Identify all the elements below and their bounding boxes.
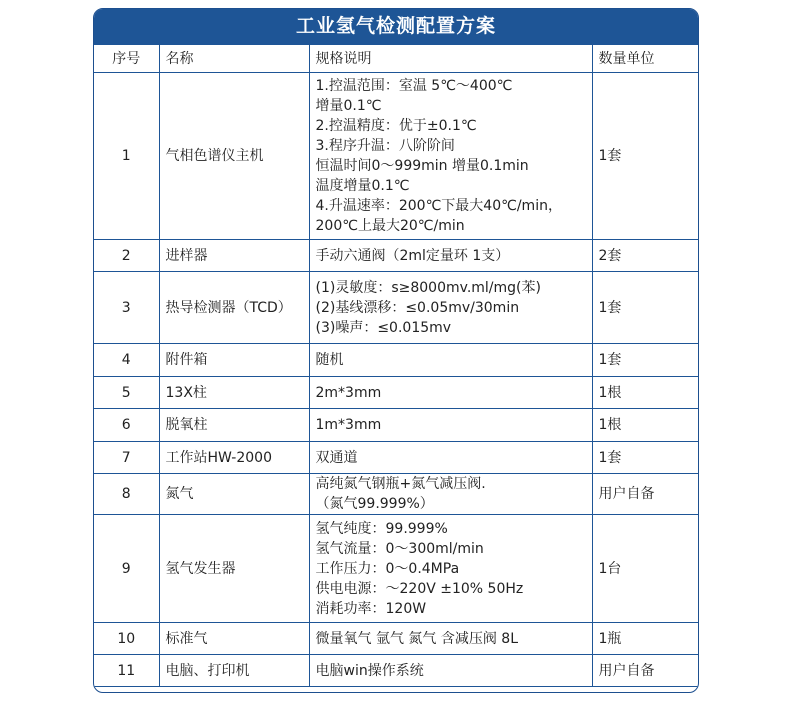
spec-line: 2.控温精度：优于±0.1℃ xyxy=(315,118,477,134)
table-row xyxy=(94,272,698,344)
table-body xyxy=(94,73,698,687)
header-name: 名称 xyxy=(159,45,309,73)
table-row xyxy=(94,623,698,655)
row-spec xyxy=(309,344,592,377)
row-qty: 用户自备 xyxy=(592,474,698,515)
spec-line: 高纯氮气钢瓶+氮气减压阀. xyxy=(315,476,486,492)
row-name: 脱氧柱 xyxy=(159,409,309,442)
table-row xyxy=(94,655,698,687)
table-row xyxy=(94,344,698,377)
table-row xyxy=(94,377,698,409)
spec-line: 温度增量0.1℃ xyxy=(315,178,410,194)
row-name: 氢气发生器 xyxy=(159,515,309,623)
header-qty: 数量单位 xyxy=(592,45,698,73)
spec-line: 氢气流量：0～300ml/min xyxy=(315,540,484,557)
table-row xyxy=(94,240,698,272)
header-index: 序号 xyxy=(94,45,159,73)
row-qty: 1瓶 xyxy=(592,623,698,655)
row-index: 9 xyxy=(94,515,159,623)
header-spec: 规格说明 xyxy=(309,45,592,73)
row-qty: 1根 xyxy=(592,377,698,409)
row-spec xyxy=(309,474,592,515)
spec-line: 供电电源：～220V ±10% 50Hz xyxy=(315,580,524,597)
spec-line: 增量0.1℃ xyxy=(315,98,382,114)
row-name: 进样器 xyxy=(159,240,309,272)
row-qty: 1套 xyxy=(592,442,698,474)
row-qty: 1套 xyxy=(592,272,698,344)
spec-line: 双通道 xyxy=(315,449,358,466)
row-index: 1 xyxy=(94,73,159,240)
table-row xyxy=(94,73,698,240)
row-index: 6 xyxy=(94,409,159,442)
row-spec xyxy=(309,442,592,474)
row-spec xyxy=(309,240,592,272)
row-name: 附件箱 xyxy=(159,344,309,377)
row-spec xyxy=(309,73,592,240)
spec-line: 2m*3mm xyxy=(315,384,382,401)
spec-line: 随机 xyxy=(315,352,344,368)
row-qty: 1套 xyxy=(592,73,698,240)
row-spec xyxy=(309,377,592,409)
spec-line: (2)基线漂移：≤0.05mv/30min xyxy=(315,299,520,316)
row-qty: 1套 xyxy=(592,344,698,377)
spec-line: 微量氧气 氩气 氮气 含减压阀 8L xyxy=(315,630,519,647)
spec-line: 手动六通阀（2ml定量环 1支） xyxy=(315,247,510,264)
spec-line: （氮气99.999%） xyxy=(315,496,434,512)
row-index: 4 xyxy=(94,344,159,377)
spec-line: 工作压力：0～0.4MPa xyxy=(315,560,460,577)
row-qty: 1根 xyxy=(592,409,698,442)
row-qty: 用户自备 xyxy=(592,655,698,687)
spec-line: (1)灵敏度：s≥8000mv.ml/mg(苯) xyxy=(315,279,541,296)
spec-line: 1.控温范围：室温 5℃～400℃ xyxy=(315,78,513,94)
row-spec xyxy=(309,409,592,442)
row-index: 5 xyxy=(94,377,159,409)
row-spec xyxy=(309,655,592,687)
row-qty: 1台 xyxy=(592,515,698,623)
spec-line: 氢气纯度：99.999% xyxy=(315,520,448,537)
table-title: 工业氢气检测配置方案 xyxy=(94,9,698,44)
row-index: 7 xyxy=(94,442,159,474)
row-name: 工作站HW-2000 xyxy=(159,442,309,474)
config-table-card xyxy=(93,8,699,693)
spec-line: 4.升温速率：200℃下最大40℃/min， xyxy=(315,198,562,214)
row-spec xyxy=(309,515,592,623)
row-name: 13X柱 xyxy=(159,377,309,409)
table-row xyxy=(94,515,698,623)
row-index: 11 xyxy=(94,655,159,687)
row-index: 2 xyxy=(94,240,159,272)
row-index: 10 xyxy=(94,623,159,655)
table-row xyxy=(94,409,698,442)
row-name: 氮气 xyxy=(159,474,309,515)
row-name: 电脑、打印机 xyxy=(159,655,309,687)
row-name: 热导检测器（TCD） xyxy=(159,272,309,344)
spec-line: 1m*3mm xyxy=(315,417,382,433)
spec-line: (3)噪声：≤0.015mv xyxy=(315,319,452,336)
row-name: 气相色谱仪主机 xyxy=(159,73,309,240)
row-spec xyxy=(309,272,592,344)
table-row xyxy=(94,442,698,474)
row-index: 3 xyxy=(94,272,159,344)
row-name: 标准气 xyxy=(159,623,309,655)
table-row xyxy=(94,474,698,515)
spec-line: 电脑win操作系统 xyxy=(315,662,424,679)
spec-line: 恒温时间0～999min 增量0.1min xyxy=(315,158,529,174)
spec-line: 消耗功率：120W xyxy=(315,600,427,617)
spec-line: 200℃上最大20℃/min xyxy=(315,218,465,234)
spec-line: 3.程序升温：八阶阶间 xyxy=(315,138,455,154)
row-index: 8 xyxy=(94,474,159,515)
row-spec xyxy=(309,623,592,655)
row-qty: 2套 xyxy=(592,240,698,272)
config-table xyxy=(94,44,698,687)
header-row xyxy=(94,45,698,73)
